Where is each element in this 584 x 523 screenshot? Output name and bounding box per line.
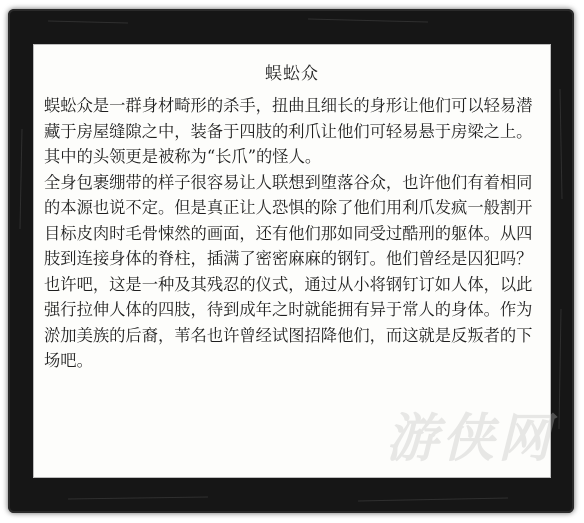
paragraph-1: 蜈蚣众是一群身材畸形的杀手，扭曲且细长的身形让他们可以轻易潜藏于房屋缝隙之中，装备于四肢的利爪让他们可轻易悬于房梁之上。其中的头领更是被称为“长爪”的怪人。 — [44, 96, 533, 166]
document-paper — [34, 45, 550, 477]
article-body — [44, 93, 544, 374]
site-watermark: 游侠网 — [385, 409, 554, 469]
article-title: 蜈蚣众 — [265, 64, 319, 84]
paragraph-2: 全身包裹绷带的样子很容易让人联想到堕落谷众，也许他们有着相同的本源也说不定。但是真正让人恐惧的除了他们用利爪发疯一般割开目标皮肉时毛骨悚然的画面，还有他们那如同受过酷刑的躯体。从四肢到连接身体的脊柱，插满了密密麻麻的钢钉。他们曾经是囚犯吗？也许吧，这是一种及其残忍的仪式，通过从小将钢钉订如人体，以此强行拉伸人体的四肢，待到成年之时就能拥有异于常人的身体。作为淤加美族的后裔，苇名也许曾经试图招降他们，而这就是反叛者的下场吧。 — [44, 172, 533, 370]
